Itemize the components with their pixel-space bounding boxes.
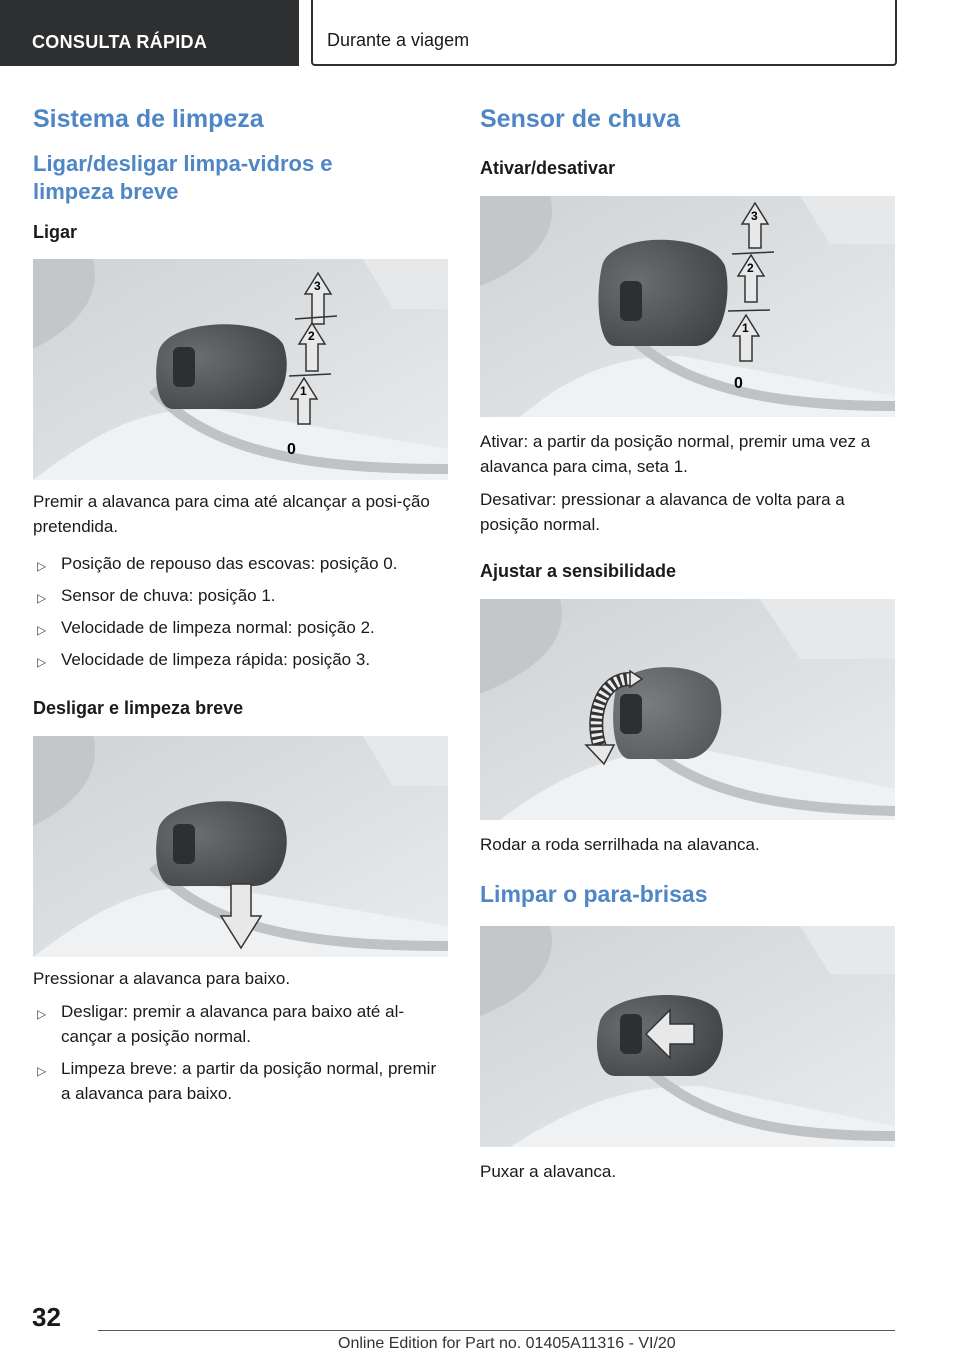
right-column — [480, 104, 895, 1184]
wiper-lever-down-illustration — [33, 736, 448, 957]
footer-edition: Online Edition for Part no. 01405A11316 - VI/20 — [338, 1335, 676, 1352]
list-item: ▷ Velocidade de limpeza normal: posição 2. — [33, 615, 448, 640]
desligar-list — [33, 999, 448, 1106]
lever-pull-illustration — [480, 926, 895, 1147]
position-label-0: 0 — [287, 441, 296, 458]
position-label-3: 3 — [751, 209, 758, 223]
header-chapter-label: Durante a viagem — [327, 30, 470, 50]
bullet-triangle-icon: ▷ — [37, 1064, 47, 1078]
sensitivity-heading: Ajustar a sensibilidade — [480, 561, 677, 581]
clean-windshield-title: Limpar o para-brisas — [480, 881, 708, 907]
bullet-triangle-icon: ▷ — [37, 655, 47, 669]
sensitivity-text: Rodar a roda serrilhada na alavanca. — [480, 835, 760, 854]
list-item: ▷ Posição de repouso das escovas: posição 0. — [33, 551, 448, 576]
list-item: ▷ Desligar: premir a alavanca para baixo até al-cançar a posição normal. — [37, 1002, 405, 1046]
desligar-heading: Desligar e limpeza breve — [33, 698, 244, 718]
bullet-triangle-icon: ▷ — [37, 559, 47, 573]
footer-rule — [98, 1330, 895, 1331]
pull-lever-text: Puxar a alavanca. — [480, 1162, 617, 1181]
position-label-1: 1 — [742, 321, 749, 335]
rain-sensor-title: Sensor de chuva — [480, 105, 681, 133]
header-section-label: CONSULTA RÁPIDA — [32, 32, 208, 52]
ativar-paragraph: Ativar: a partir da posição normal, premir uma vez a alavanca para cima, seta 1. — [480, 432, 871, 476]
bullet-triangle-icon: ▷ — [37, 1007, 47, 1021]
wiper-lever-up-illustration — [33, 259, 448, 480]
header-section-tab — [0, 0, 299, 66]
ligar-positions-list — [33, 551, 448, 672]
ligar-intro: Premir a alavanca para cima até alcançar a posi-ção pretendida. — [33, 492, 430, 536]
list-item: ▷ Limpeza breve: a partir da posição normal, premir a alavanca para baixo. — [37, 1059, 437, 1103]
section-title: Sistema de limpeza — [33, 105, 264, 133]
desativar-paragraph: Desativar: pressionar a alavanca de volta para a posição normal. — [480, 490, 845, 534]
position-label-2: 2 — [308, 329, 315, 343]
list-item: ▷ Sensor de chuva: posição 1. — [33, 583, 448, 608]
position-label-0: 0 — [734, 375, 743, 392]
left-column — [33, 104, 448, 1113]
ativar-heading: Ativar/desativar — [480, 158, 616, 178]
header-chapter-tab — [311, 0, 897, 66]
position-label-3: 3 — [314, 279, 321, 293]
list-item: ▷ Velocidade de limpeza rápida: posição 3. — [33, 647, 448, 672]
position-label-1: 1 — [300, 384, 307, 398]
page-number: 32 — [32, 1302, 61, 1332]
bullet-triangle-icon: ▷ — [37, 623, 47, 637]
bullet-triangle-icon: ▷ — [37, 591, 47, 605]
desligar-intro: Pressionar a alavanca para baixo. — [33, 969, 291, 988]
position-label-2: 2 — [747, 261, 754, 275]
sensitivity-wheel-illustration — [480, 599, 895, 820]
ligar-heading: Ligar — [33, 222, 78, 242]
subsection-title: Ligar/desligar limpa-vidros e limpeza breve — [33, 151, 333, 204]
rain-sensor-illustration — [480, 196, 895, 417]
